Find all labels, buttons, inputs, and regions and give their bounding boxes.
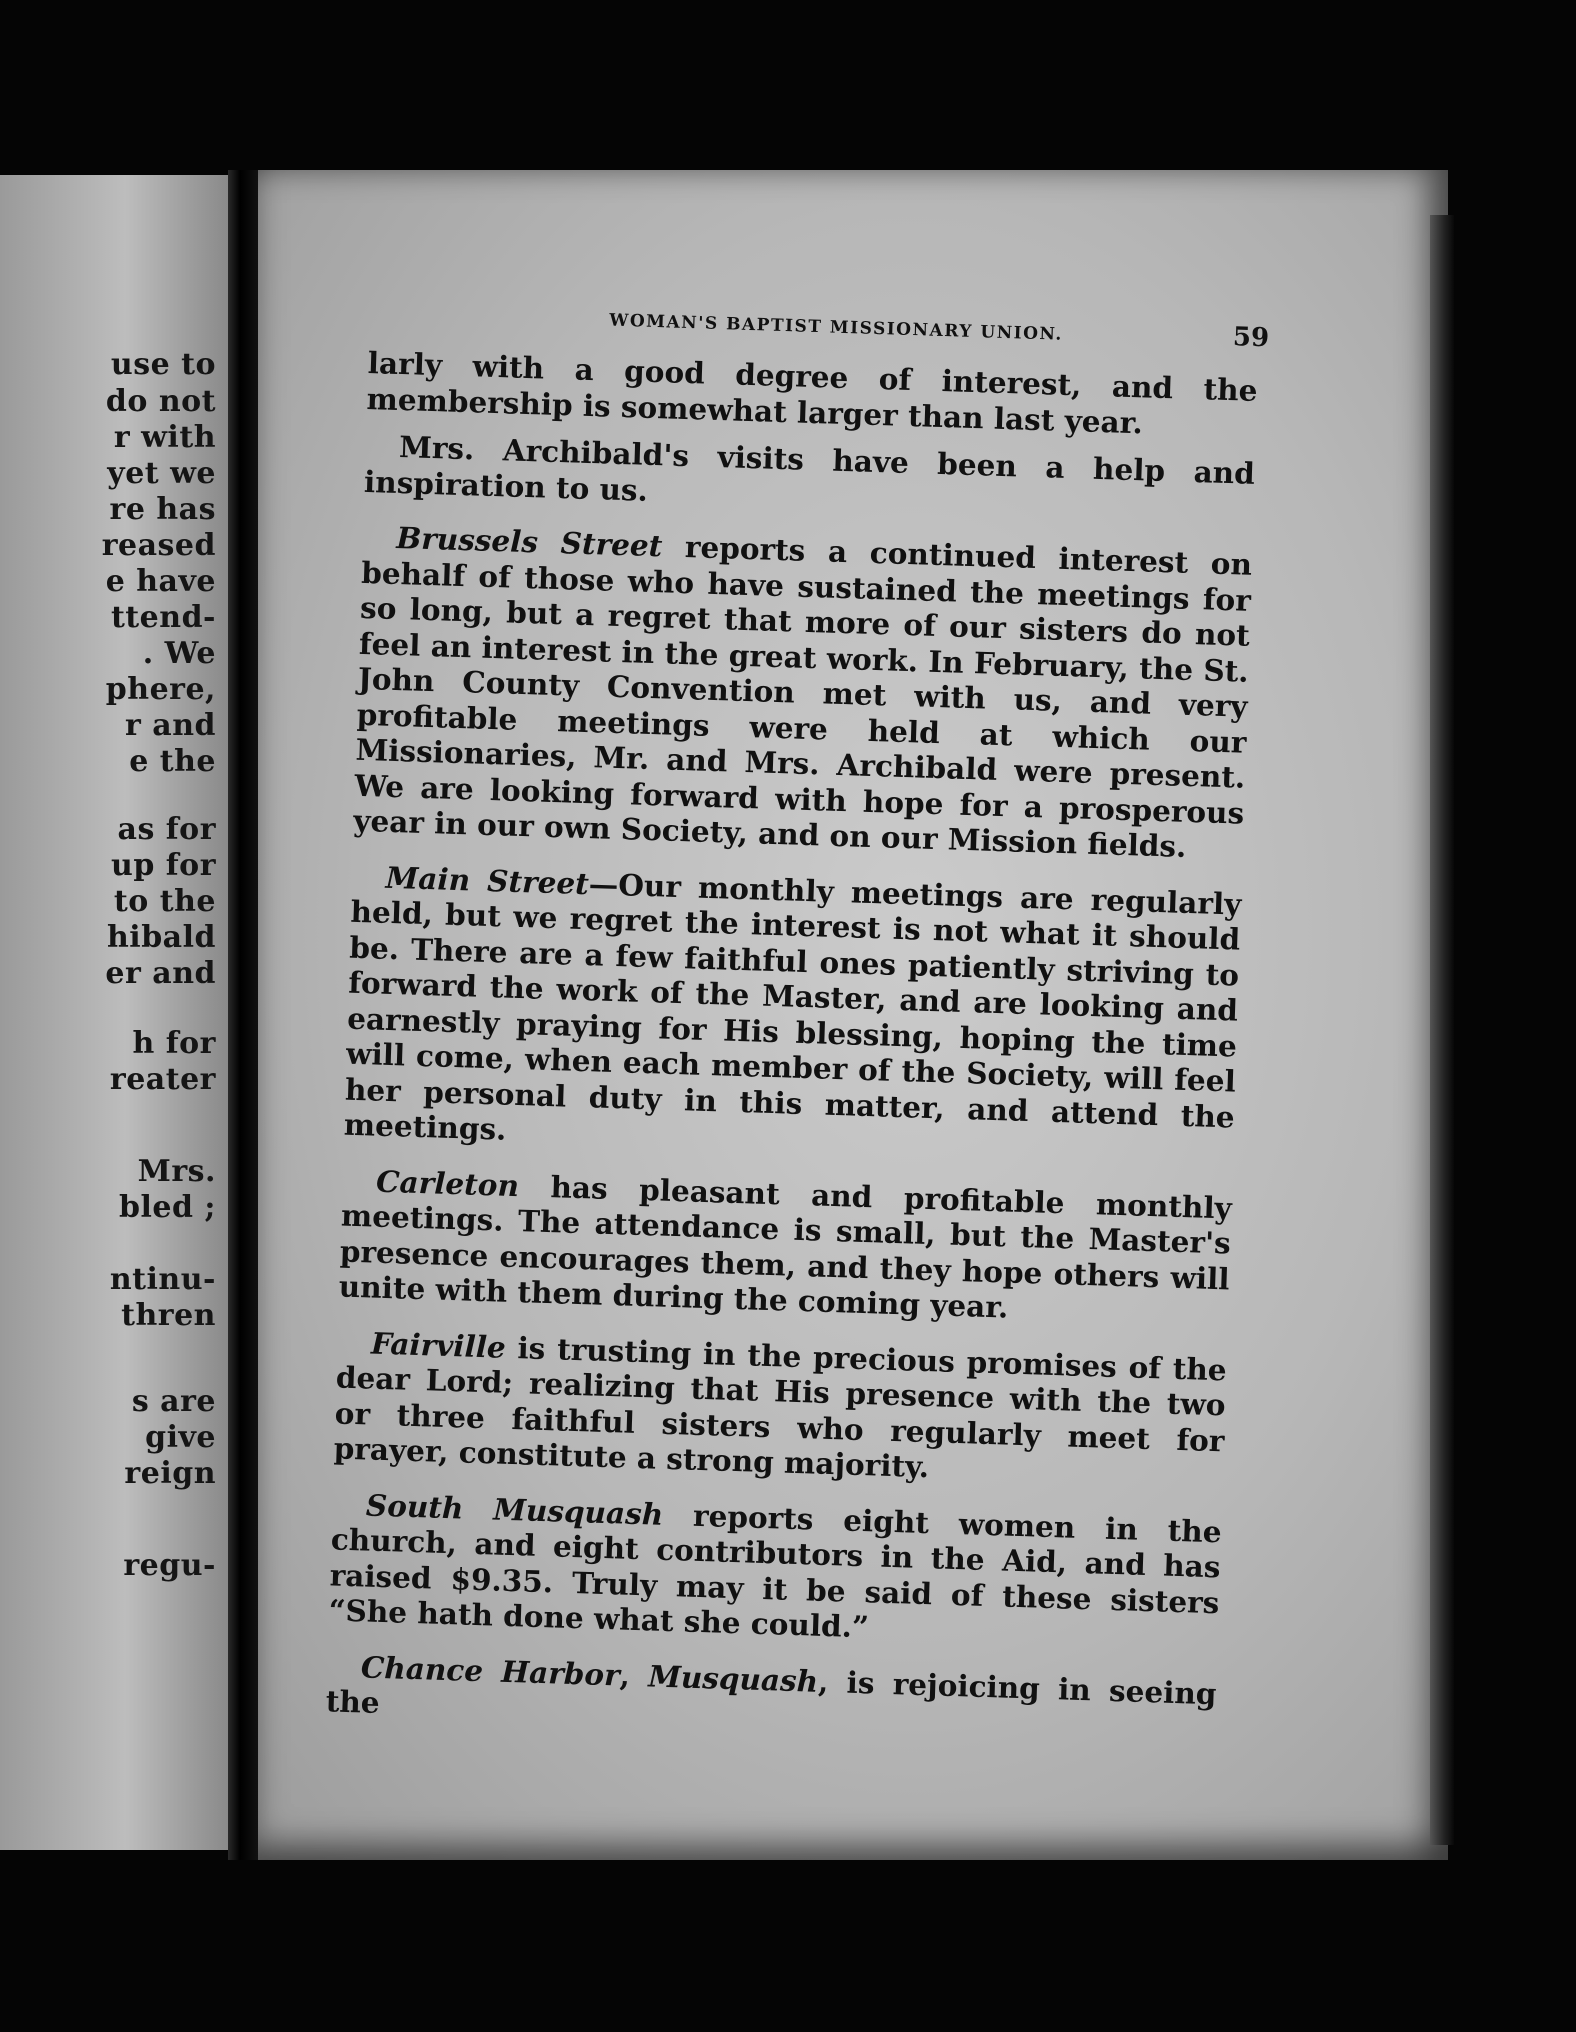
left-page-line: give	[145, 1420, 216, 1455]
paragraph	[343, 858, 1241, 1170]
left-page-line: reign	[124, 1456, 216, 1491]
left-page-line: phere,	[105, 672, 216, 707]
left-page-line: ttend-	[110, 600, 216, 635]
place-name: South Musquash	[365, 1486, 664, 1532]
page-text	[325, 295, 1270, 1767]
left-page-line: thren	[121, 1298, 216, 1333]
left-page-line: use to	[110, 347, 216, 382]
place-name: Musquash	[647, 1657, 819, 1699]
paragraph	[328, 1486, 1222, 1656]
left-page-line: e the	[129, 744, 216, 779]
left-page-line: s are	[131, 1384, 216, 1419]
left-page-line: to the	[113, 884, 216, 919]
left-page-line: do not	[105, 384, 216, 419]
paragraph	[338, 1162, 1232, 1332]
left-page-line: er and	[105, 956, 216, 991]
place-name: Main Street	[385, 859, 590, 901]
paragraph	[325, 1648, 1217, 1747]
left-page-line: hibald	[107, 920, 216, 955]
paragraph-text: reports a continued interest on behalf of those who have sustained the meetings for so long, but a regret that more of our sisters do not feel an interest in the great work. In February, the St. John County Convention met with us, and very profitable meetings were held at which our Missionaries, Mr. and Mrs. Archibald were present. We are looking forward with hope for a prosperous year in our own Society, and on our Mission fields.	[352, 528, 1253, 864]
running-title: WOMAN'S BAPTIST MISSIONARY UNION.	[609, 310, 1064, 345]
separator: ,	[619, 1657, 649, 1693]
left-page-line: regu-	[123, 1548, 216, 1583]
left-page-line: re has	[109, 492, 216, 527]
page-number: 59	[1232, 322, 1270, 354]
paragraph	[364, 428, 1256, 527]
left-page-line: reater	[109, 1062, 216, 1097]
left-page-line: Mrs.	[137, 1154, 216, 1189]
paragraph-text: —Our monthly meetings are regularly held, but we regret the interest is not what it should be. There are a few faithful ones patiently striving to forward the work of the Master, and are looking and earnestly praying for His blessing, hoping the time will come, when each member of the Society, will feel her personal duty in this matter, and attend the meetings.	[343, 865, 1242, 1147]
place-name: Brussels Street	[395, 519, 663, 564]
paragraph-text: larly with a good degree of interest, and the membership is somewhat larger than last year.	[366, 344, 1258, 440]
left-page	[0, 175, 228, 1850]
left-page-line: bled ;	[119, 1190, 216, 1225]
left-page-line: e have	[105, 564, 216, 599]
left-page-line: h for	[132, 1026, 216, 1061]
paragraph-text: has pleasant and profitable monthly meetings. The attendance is small, but the Master's presence encourages them, and they hope others will unite with them during the coming year.	[338, 1167, 1233, 1325]
left-page-line: up for	[111, 848, 216, 883]
left-page-line: r and	[125, 708, 216, 743]
left-page-line: . We	[142, 636, 216, 671]
left-page-line: r with	[113, 420, 216, 455]
book-gutter	[228, 170, 258, 1860]
paragraph	[333, 1324, 1227, 1494]
left-page-line: yet we	[107, 456, 216, 491]
paragraph-text: reports eight women in the church, and eight contributors in the Aid, and has raised $9.35. Truly may it be said of these sisters “She hath done what she could.”	[328, 1496, 1223, 1645]
place-name: Carleton	[375, 1163, 520, 1203]
place-name: Fairville	[370, 1325, 507, 1365]
paragraph	[353, 519, 1253, 866]
left-page-line: reased	[101, 528, 216, 563]
paragraph-text: , is rejoicing in seeing the	[325, 1663, 1218, 1720]
place-name: Chance Harbor	[360, 1648, 621, 1693]
page-edge	[1430, 215, 1454, 1845]
paragraph-text: is trusting in the precious promises of the dear Lord; realizing that His presence with the two or three faithful sisters who regularly meet for prayer, constitute a strong majority.	[333, 1329, 1228, 1485]
left-page-line: as for	[117, 812, 216, 847]
left-page-line: ntinu-	[109, 1262, 216, 1297]
paragraph-text: Mrs. Archibald's visits have been a help and inspiration to us.	[363, 429, 1256, 508]
